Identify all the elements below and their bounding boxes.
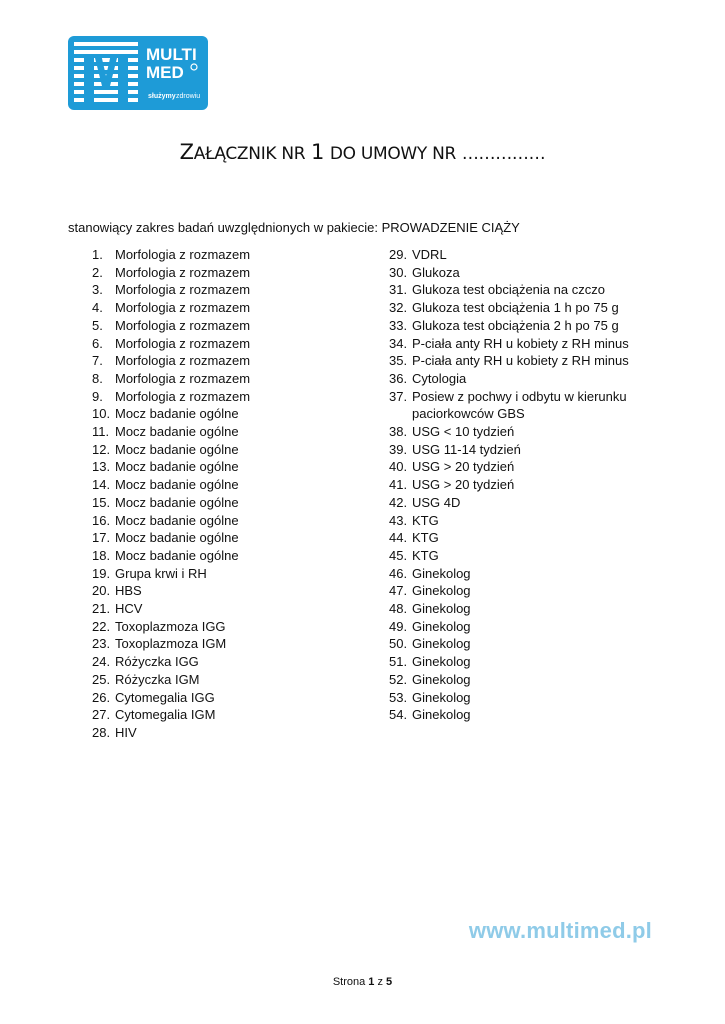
item-number: 21. <box>92 601 111 617</box>
item-number: 40. <box>389 459 408 475</box>
exam-list-left <box>92 246 362 742</box>
item-text: USG > 20 tydzień <box>412 477 515 493</box>
list-item <box>92 724 362 742</box>
list-item <box>92 706 362 724</box>
list-item <box>389 335 659 353</box>
list-item <box>389 689 659 707</box>
item-number: 46. <box>389 565 408 581</box>
list-item <box>92 405 362 423</box>
item-text: Ginekolog <box>412 689 471 705</box>
item-text: Morfologia z rozmazem <box>115 300 251 316</box>
list-item <box>389 246 659 264</box>
item-text: Glukoza <box>412 264 460 280</box>
item-number: 4. <box>92 300 103 316</box>
list-item <box>389 529 659 547</box>
item-text: P-ciała anty RH u kobiety z RH minus <box>412 353 629 369</box>
item-text: KTG <box>412 530 439 546</box>
svg-text:MULTI: MULTI <box>146 45 197 64</box>
item-number: 39. <box>389 441 408 457</box>
item-number: 48. <box>389 601 408 617</box>
item-number: 34. <box>389 335 408 351</box>
list-item <box>92 370 362 388</box>
item-text: P-ciała anty RH u kobiety z RH minus <box>412 335 629 351</box>
item-number: 30. <box>389 264 408 280</box>
item-text: Grupa krwi i RH <box>115 565 207 581</box>
item-number: 33. <box>389 317 408 333</box>
list-item <box>92 512 362 530</box>
list-item <box>92 565 362 583</box>
item-number: 7. <box>92 353 103 369</box>
list-item <box>92 388 362 406</box>
item-number: 54. <box>389 707 408 723</box>
item-text: VDRL <box>412 247 447 262</box>
item-number: 51. <box>389 654 408 670</box>
item-number: 1. <box>92 247 103 262</box>
list-item <box>389 494 659 512</box>
item-text: Morfologia z rozmazem <box>115 353 251 369</box>
item-text: Różyczka IGG <box>115 654 199 670</box>
item-number: 2. <box>92 264 103 280</box>
item-text: Mocz badanie ogólne <box>115 547 239 563</box>
item-text: Ginekolog <box>412 583 471 599</box>
item-number: 50. <box>389 636 408 652</box>
item-number: 18. <box>92 547 111 563</box>
list-item <box>389 671 659 689</box>
list-item <box>389 653 659 671</box>
list-item <box>92 441 362 459</box>
item-number: 28. <box>92 724 111 740</box>
list-item <box>389 512 659 530</box>
list-item <box>92 618 362 636</box>
list-item <box>389 264 659 282</box>
list-item <box>389 370 659 388</box>
list-item <box>92 281 362 299</box>
document-title: ZAŁĄCZNIK NR 1 DO UMOWY NR …………… <box>179 140 546 164</box>
item-number: 16. <box>92 512 111 528</box>
item-number: 15. <box>92 494 111 510</box>
list-item <box>389 458 659 476</box>
page-footer: Strona 1 z 5 <box>332 976 393 988</box>
list-item <box>92 246 362 264</box>
item-number: 37. <box>389 388 408 404</box>
item-text: Glukoza test obciążenia 2 h po 75 g <box>412 317 619 333</box>
list-item <box>92 547 362 565</box>
item-text: Ginekolog <box>412 671 471 687</box>
item-number: 38. <box>389 424 408 440</box>
item-text: HIV <box>115 724 137 740</box>
item-number: 35. <box>389 353 408 369</box>
item-text: Mocz badanie ogólne <box>115 494 239 510</box>
item-number: 9. <box>92 388 103 404</box>
svg-text:służymy: służymy <box>148 93 176 100</box>
list-item <box>389 441 659 459</box>
item-text: Ginekolog <box>412 707 471 723</box>
list-item <box>389 565 659 583</box>
item-text: Cytomegalia IGM <box>115 707 216 723</box>
svg-text:MED: MED <box>146 63 184 82</box>
item-number: 47. <box>389 583 408 599</box>
item-number: 49. <box>389 618 408 634</box>
item-text: Różyczka IGM <box>115 671 200 687</box>
item-number: 20. <box>92 583 111 599</box>
item-number: 44. <box>389 530 408 546</box>
item-text: KTG <box>412 547 439 563</box>
exam-list-right <box>389 246 659 724</box>
item-text: Morfologia z rozmazem <box>115 388 251 404</box>
item-number: 13. <box>92 459 111 475</box>
item-number: 52. <box>389 671 408 687</box>
list-item <box>389 600 659 618</box>
list-item <box>92 423 362 441</box>
list-item <box>92 299 362 317</box>
item-text: HBS <box>115 583 142 599</box>
list-item <box>92 600 362 618</box>
item-text: USG > 20 tydzień <box>412 459 515 475</box>
item-number: 41. <box>389 477 408 493</box>
item-number: 19. <box>92 565 111 581</box>
list-item <box>92 476 362 494</box>
item-text: USG < 10 tydzień <box>412 424 515 440</box>
item-text: Morfologia z rozmazem <box>115 247 251 262</box>
item-number: 8. <box>92 370 103 386</box>
item-number: 23. <box>92 636 111 652</box>
item-text: Mocz badanie ogólne <box>115 424 239 440</box>
item-number: 22. <box>92 618 111 634</box>
item-text: Glukoza test obciążenia 1 h po 75 g <box>412 300 619 316</box>
item-text: Toxoplazmoza IGG <box>115 618 226 634</box>
list-item <box>389 388 659 423</box>
item-number: 53. <box>389 689 408 705</box>
item-text: Glukoza test obciążenia na czczo <box>412 282 605 298</box>
list-item <box>389 317 659 335</box>
item-text: Posiew z pochwy i odbytu w kierunku paciorkowców GBS <box>412 388 627 422</box>
item-number: 43. <box>389 512 408 528</box>
list-item <box>389 706 659 724</box>
item-number: 3. <box>92 282 103 298</box>
multimed-logo <box>68 36 208 110</box>
item-text: Morfologia z rozmazem <box>115 370 251 386</box>
intro-text: stanowiący zakres badań uwzględnionych w pakiecie: PROWADZENIE CIĄŻY <box>68 220 520 235</box>
list-item <box>92 582 362 600</box>
item-text: USG 11-14 tydzień <box>412 441 521 457</box>
item-text: Ginekolog <box>412 565 471 581</box>
item-number: 14. <box>92 477 111 493</box>
item-number: 26. <box>92 689 111 705</box>
item-number: 32. <box>389 300 408 316</box>
item-number: 11. <box>92 424 110 440</box>
list-item <box>92 335 362 353</box>
website-link[interactable]: www.multimed.pl <box>468 918 652 943</box>
item-number: 25. <box>92 671 111 687</box>
item-text: Mocz badanie ogólne <box>115 477 239 493</box>
item-text: Ginekolog <box>412 636 471 652</box>
item-text: Morfologia z rozmazem <box>115 282 251 298</box>
list-item <box>389 423 659 441</box>
list-item <box>389 635 659 653</box>
item-text: Ginekolog <box>412 601 471 617</box>
item-number: 17. <box>92 530 111 546</box>
item-text: KTG <box>412 512 439 528</box>
list-item <box>92 264 362 282</box>
item-number: 24. <box>92 654 111 670</box>
list-item <box>389 476 659 494</box>
list-item <box>92 317 362 335</box>
item-text: Cytomegalia IGG <box>115 689 215 705</box>
svg-text:zdrowiu: zdrowiu <box>176 93 201 100</box>
item-text: HCV <box>115 601 143 617</box>
item-number: 10. <box>92 406 111 422</box>
item-text: Mocz badanie ogólne <box>115 512 239 528</box>
list-item <box>92 671 362 689</box>
item-text: Cytologia <box>412 370 467 386</box>
list-item <box>92 653 362 671</box>
item-text: Morfologia z rozmazem <box>115 317 251 333</box>
list-item <box>389 299 659 317</box>
list-item <box>92 529 362 547</box>
item-number: 27. <box>92 707 111 723</box>
list-item <box>389 618 659 636</box>
item-number: 42. <box>389 494 408 510</box>
list-item <box>92 689 362 707</box>
list-item <box>389 582 659 600</box>
item-text: Mocz badanie ogólne <box>115 441 239 457</box>
item-text: Mocz badanie ogólne <box>115 459 239 475</box>
item-number: 12. <box>92 441 111 457</box>
item-number: 6. <box>92 335 103 351</box>
item-text: Toxoplazmoza IGM <box>115 636 227 652</box>
list-item <box>92 635 362 653</box>
item-number: 31. <box>389 282 408 298</box>
item-text: Morfologia z rozmazem <box>115 264 251 280</box>
list-item <box>389 547 659 565</box>
item-number: 36. <box>389 370 408 386</box>
item-text: Mocz badanie ogólne <box>115 530 239 546</box>
item-text: Mocz badanie ogólne <box>115 406 239 422</box>
item-text: Ginekolog <box>412 618 471 634</box>
item-text: Morfologia z rozmazem <box>115 335 251 351</box>
list-item <box>92 458 362 476</box>
item-number: 5. <box>92 317 103 333</box>
list-item <box>92 494 362 512</box>
list-item <box>92 352 362 370</box>
item-text: Ginekolog <box>412 654 471 670</box>
item-text: USG 4D <box>412 494 461 510</box>
list-item <box>389 352 659 370</box>
list-item <box>389 281 659 299</box>
item-number: 45. <box>389 547 408 563</box>
item-number: 29. <box>389 247 408 262</box>
